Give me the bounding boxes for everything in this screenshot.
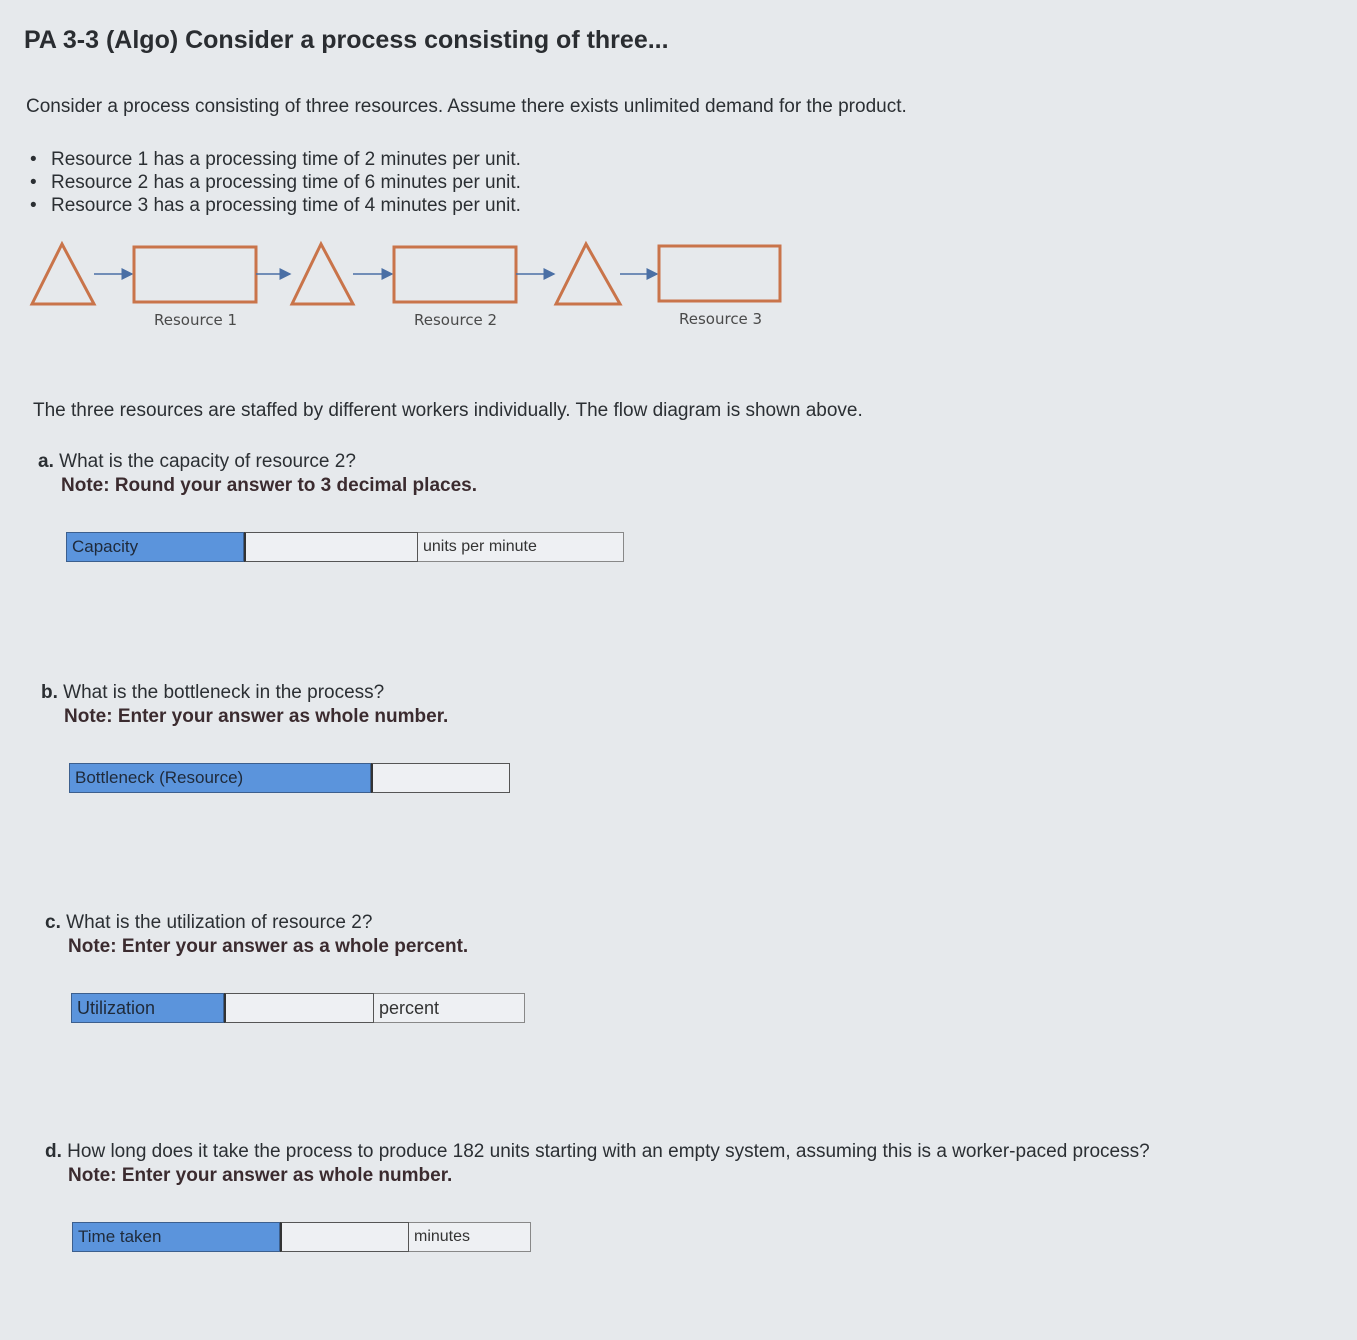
question-a: [38, 450, 477, 498]
question-text: What is the utilization of resource 2?: [66, 912, 373, 933]
inventory-triangle-3: [556, 244, 620, 304]
resource-1-box: [134, 247, 256, 302]
utilization-unit: percent: [374, 993, 525, 1023]
bottleneck-answer-row: [69, 763, 510, 793]
capacity-label: Capacity: [66, 532, 244, 562]
question-note: Note: Enter your answer as whole number.: [68, 1165, 453, 1186]
resource-3-label: Resource 3: [679, 310, 763, 328]
inventory-triangle-1: [32, 244, 94, 304]
bottleneck-label: Bottleneck (Resource): [69, 763, 371, 793]
question-text: What is the bottleneck in the process?: [63, 682, 385, 703]
capacity-input[interactable]: [244, 532, 418, 562]
resource-2-label: Resource 2: [414, 311, 498, 329]
time-taken-unit: minutes: [409, 1222, 531, 1252]
resource-1-label: Resource 1: [154, 311, 238, 329]
list-item: • Resource 1 has a processing time of 2 minutes per unit.: [30, 148, 521, 171]
list-item: • Resource 3 has a processing time of 4 minutes per unit.: [30, 194, 521, 217]
resource-2-box: [394, 247, 516, 302]
bottleneck-input[interactable]: [371, 763, 510, 793]
staffed-text: The three resources are staffed by different workers individually. The flow diagram is shown above.: [33, 400, 863, 421]
intro-text: Consider a process consisting of three resources. Assume there exists unlimited demand for the product.: [26, 96, 907, 117]
time-taken-label: Time taken: [72, 1222, 280, 1252]
question-note: Note: Round your answer to 3 decimal places.: [61, 475, 477, 496]
question-c: [45, 911, 468, 959]
question-b: [41, 681, 448, 729]
resource-3-box: [659, 246, 780, 301]
question-letter: b.: [41, 682, 58, 703]
question-letter: c.: [45, 912, 61, 933]
resource-list: [30, 148, 521, 217]
question-text: What is the capacity of resource 2?: [59, 451, 356, 472]
question-note: Note: Enter your answer as a whole percent.: [68, 936, 469, 957]
question-d: [45, 1140, 1345, 1188]
time-taken-answer-row: [72, 1222, 531, 1252]
time-taken-input[interactable]: [280, 1222, 409, 1252]
utilization-label: Utilization: [71, 993, 224, 1023]
question-letter: d.: [45, 1141, 62, 1162]
flow-diagram: [28, 236, 788, 336]
page-title: PA 3-3 (Algo) Consider a process consisting of three...: [24, 26, 669, 54]
list-item: • Resource 2 has a processing time of 6 minutes per unit.: [30, 171, 521, 194]
question-text: How long does it take the process to produce 182 units starting with an empty system, assuming this is a worker-paced process?: [67, 1141, 1150, 1162]
utilization-input[interactable]: [224, 993, 374, 1023]
capacity-unit: units per minute: [418, 532, 624, 562]
inventory-triangle-2: [292, 244, 353, 304]
question-note: Note: Enter your answer as whole number.: [64, 706, 449, 727]
question-letter: a.: [38, 451, 54, 472]
capacity-answer-row: [66, 532, 624, 562]
utilization-answer-row: [71, 993, 525, 1023]
